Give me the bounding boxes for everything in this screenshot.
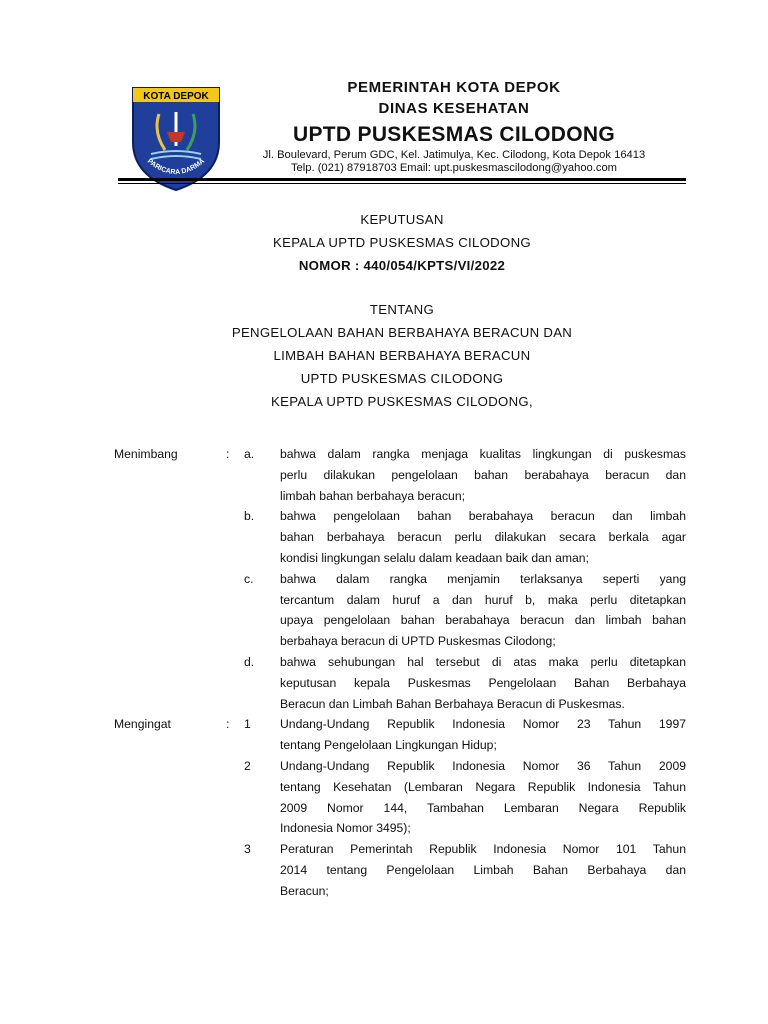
text-line: bahwa pengelolaan bahan berabahaya beracun dan limbah xyxy=(280,509,686,524)
item-text xyxy=(280,569,686,652)
text-line: keputusan kepala Puskesmas Pengelolaan Bahan Berbahaya xyxy=(280,675,686,690)
decision-subject xyxy=(118,298,686,413)
address: Jl. Boulevard, Perum GDC, Kel. Jatimulya, Kec. Cilodong, Kota Depok 16413 xyxy=(262,149,646,161)
text-line: kondisi lingkungan selalu dalam keadaan baik dan aman; xyxy=(280,550,589,565)
text-line: Undang-Undang Republik Indonesia Nomor 36 Tahun 2009 xyxy=(280,758,686,773)
menimbang-item xyxy=(114,506,690,568)
text-line: Beracun dan Limbah Bahan Berbahaya Beracun di Puskesmas. xyxy=(280,696,625,711)
menimbang-item xyxy=(114,652,690,714)
item-text xyxy=(280,652,686,714)
text-line: Indonesia Nomor 3495); xyxy=(280,821,411,836)
decision-number: NOMOR : 440/054/KPTS/VI/2022 xyxy=(298,258,506,273)
item-marker: 1 xyxy=(244,717,251,732)
contact-info: Telp. (021) 87918703 Email: upt.puskesmascilodong@yahoo.com xyxy=(290,162,618,174)
item-marker: 3 xyxy=(244,842,251,857)
item-text xyxy=(280,714,686,756)
text-line: limbah bahan berbahaya beracun; xyxy=(280,488,465,503)
agency-name: DINAS KESEHATAN xyxy=(378,100,530,117)
menimbang-item xyxy=(114,444,690,506)
kota-depok-emblem xyxy=(129,84,223,192)
subject-line-1: PENGELOLAAN BAHAN BERBAHAYA BERACUN DAN xyxy=(231,325,573,340)
mengingat-item xyxy=(114,839,690,901)
letterhead-rule-thin xyxy=(118,183,686,184)
text-line: bahan berbahaya beracun perlu dilakukan secara berkala agar xyxy=(280,530,686,545)
item-marker: b. xyxy=(244,509,255,524)
text-line: Undang-Undang Republik Indonesia Nomor 23 Tahun 1997 xyxy=(280,717,686,732)
menimbang-item xyxy=(114,569,690,652)
text-line: Beracun; xyxy=(280,883,329,898)
document-body xyxy=(114,444,690,902)
subject-line-2: LIMBAH BAHAN BERBAHAYA BERACUN xyxy=(273,348,531,363)
decision-issuer: KEPALA UPTD PUSKESMAS CILODONG xyxy=(273,235,531,250)
unit-name: UPTD PUSKESMAS CILODONG xyxy=(293,123,615,146)
item-text xyxy=(280,506,686,568)
text-line: bahwa sehubungan hal tersebut di atas maka perlu ditetapkan xyxy=(280,654,686,669)
text-line: Peraturan Pemerintah Republik Indonesia Nomor 101 Tahun xyxy=(280,842,686,857)
mengingat-item xyxy=(114,756,690,839)
mengingat-label: Mengingat xyxy=(114,717,171,732)
mengingat-item xyxy=(114,714,690,756)
text-line: bahwa dalam rangka menjamin terlaksanya seperti yang xyxy=(280,571,686,586)
decision-heading xyxy=(118,208,686,277)
text-line: tercantum dalam huruf a dan huruf b, maka perlu ditetapkan xyxy=(280,592,686,607)
text-line: bahwa dalam rangka menjaga kualitas lingkungan di puskesmas xyxy=(280,447,686,461)
item-marker: c. xyxy=(244,571,254,586)
letterhead-rule-thick xyxy=(118,178,686,181)
text-line: upaya pengelolaan bahan berabahaya beracun dan limbah bahan xyxy=(280,613,686,628)
item-marker: 2 xyxy=(244,758,251,773)
menimbang-label: Menimbang xyxy=(114,447,178,461)
text-line: tentang Pengelolaan Lingkungan Hidup; xyxy=(280,738,497,753)
text-line: perlu dilakukan pengelolaan bahan berabahaya beracun dan xyxy=(280,467,686,482)
emblem-title: KOTA DEPOK xyxy=(143,91,209,102)
text-line: 2009 Nomor 144, Tambahan Lembaran Negara Republik xyxy=(280,800,686,815)
item-text xyxy=(280,839,686,901)
text-line: berbahaya beracun di UPTD Puskesmas Cilodong; xyxy=(280,634,556,649)
government-name: PEMERINTAH KOTA DEPOK xyxy=(347,79,561,96)
item-marker: a. xyxy=(244,447,255,461)
emblem-motto: PARICARA DARMA xyxy=(145,157,207,177)
item-text xyxy=(280,756,686,839)
menimbang-colon: : xyxy=(226,447,230,461)
subject-line-3: UPTD PUSKESMAS CILODONG xyxy=(300,371,504,386)
text-line: tentang Kesehatan (Lembaran Negara Republik Indonesia Tahun xyxy=(280,779,686,794)
item-marker: d. xyxy=(244,654,255,669)
item-text xyxy=(280,444,686,506)
decision-title: KEPUTUSAN xyxy=(360,212,444,227)
letterhead xyxy=(230,78,678,175)
subject-about: TENTANG xyxy=(369,302,435,317)
subject-line-4: KEPALA UPTD PUSKESMAS CILODONG, xyxy=(271,394,533,409)
text-line: 2014 tentang Pengelolaan Limbah Bahan Berbahaya dan xyxy=(280,862,686,877)
mengingat-colon: : xyxy=(226,717,230,732)
